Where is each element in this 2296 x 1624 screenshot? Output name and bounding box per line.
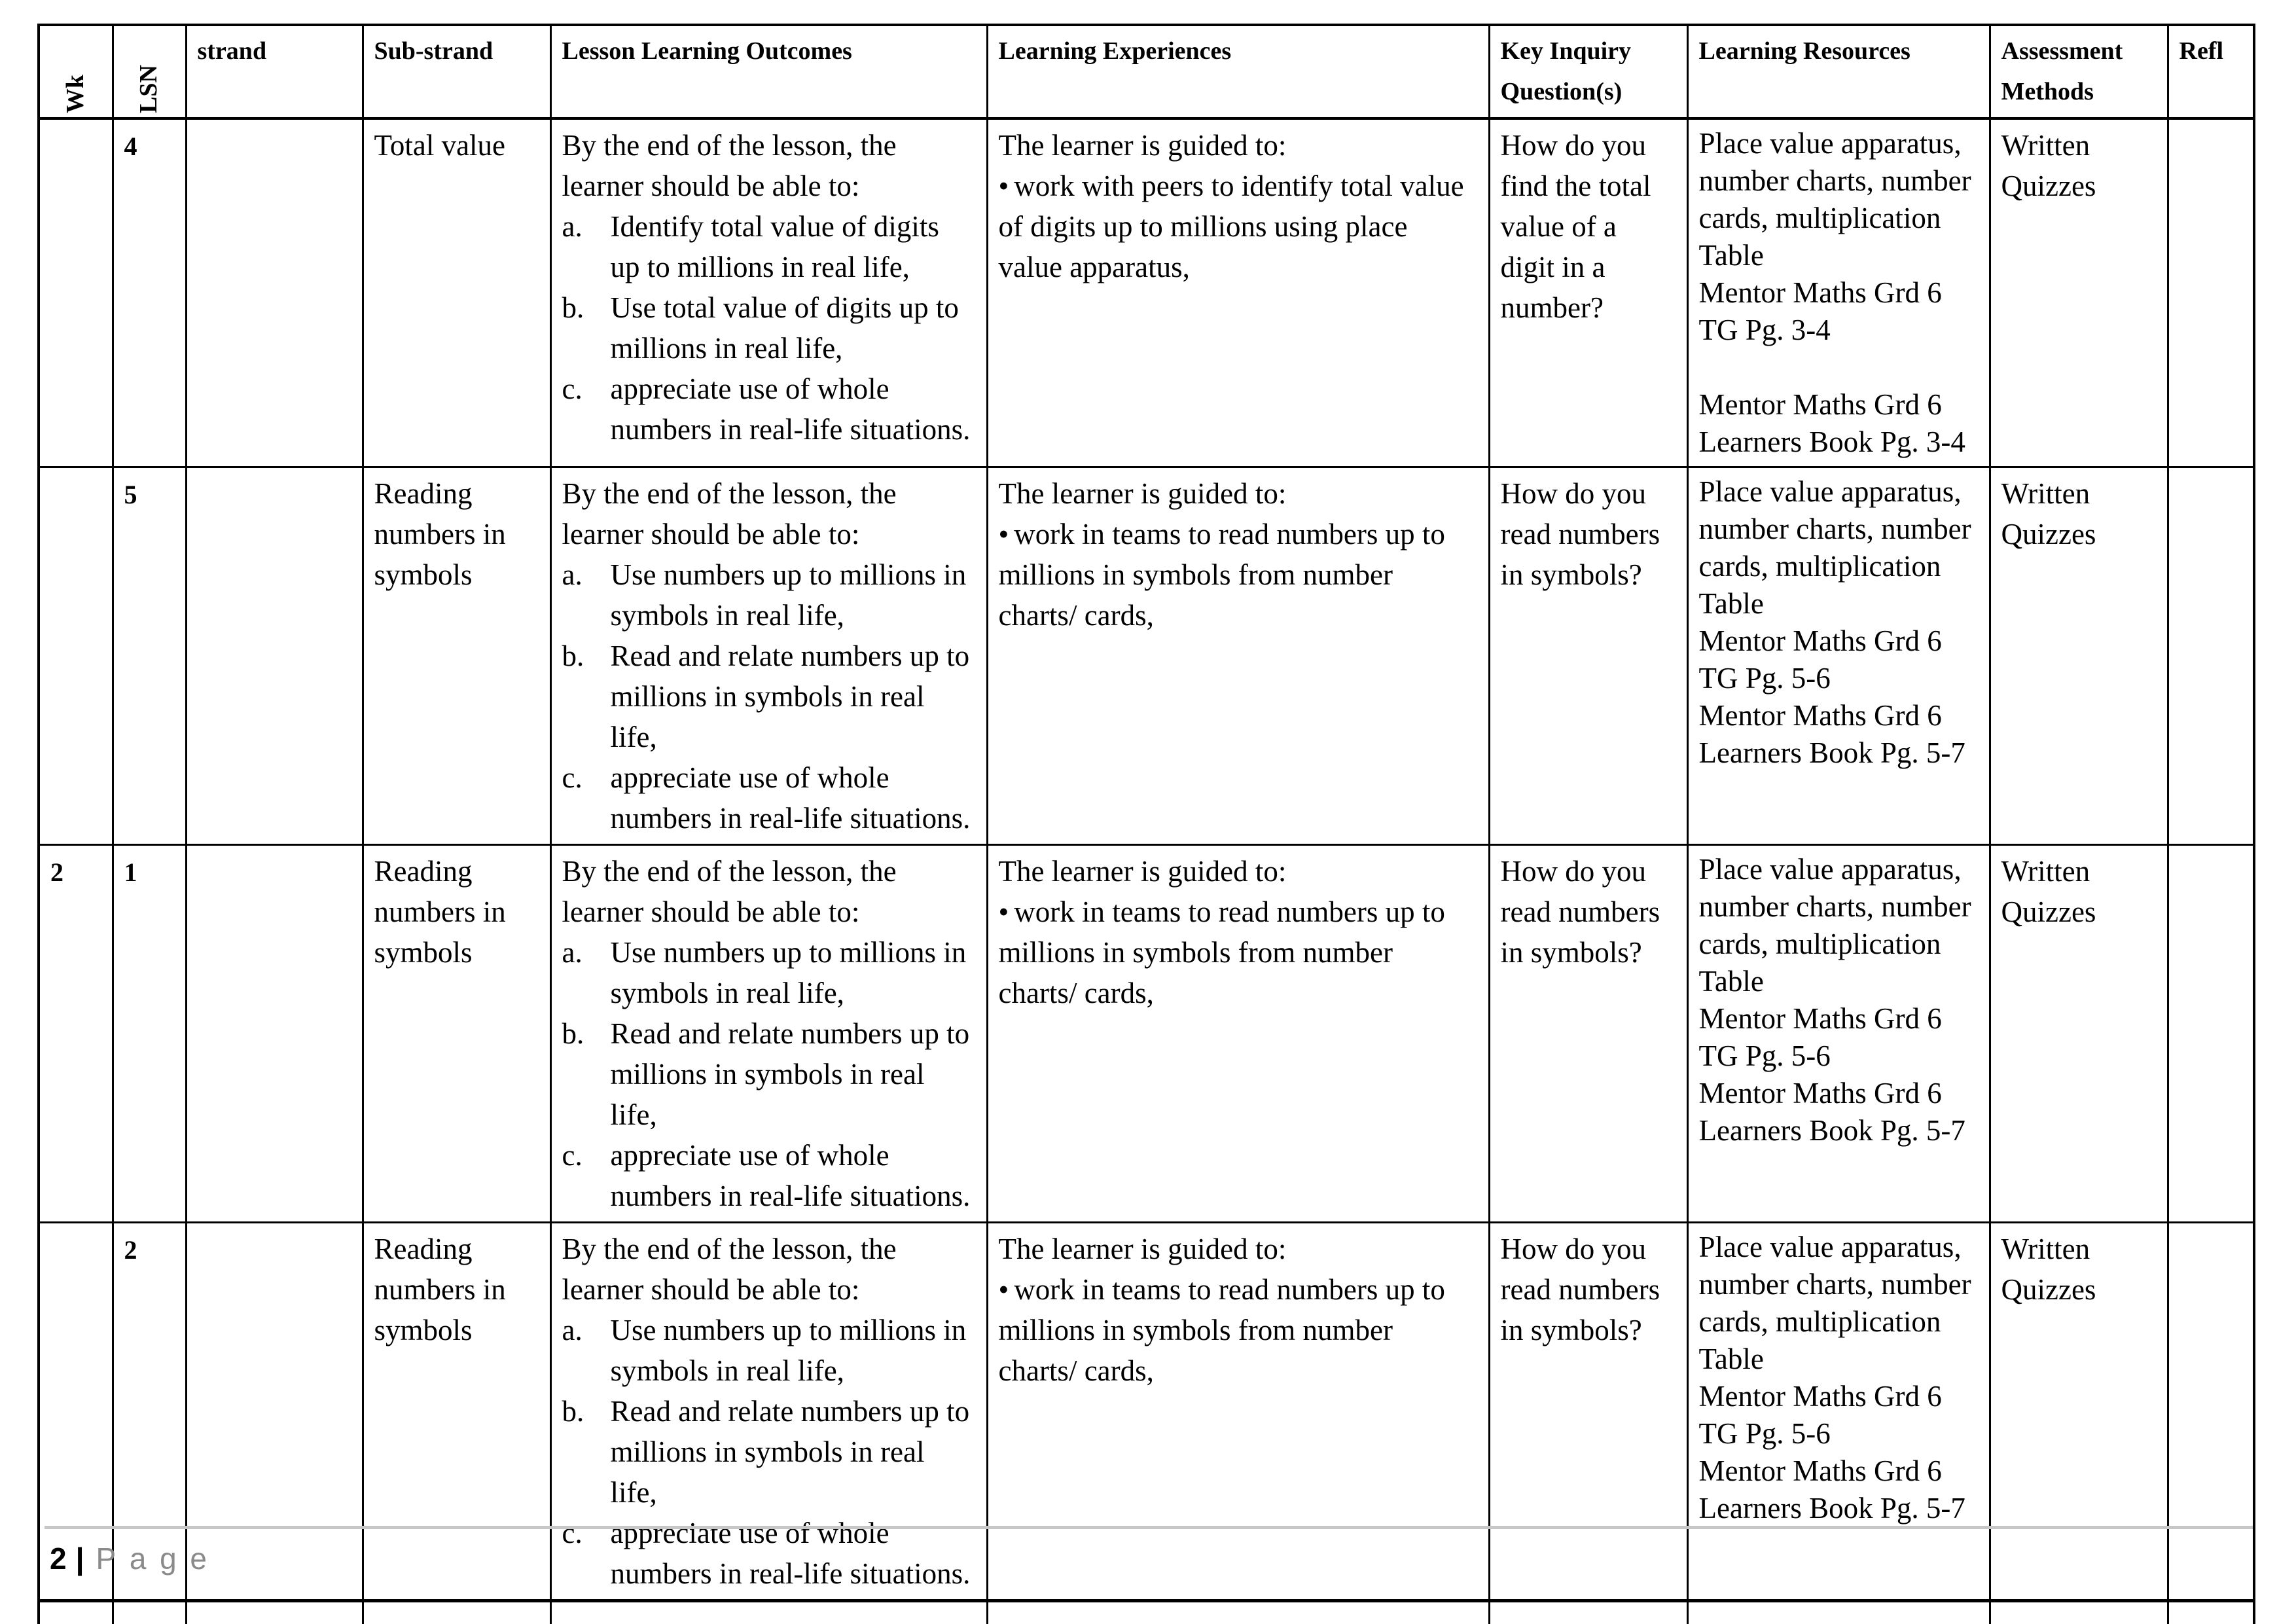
outcome-marker: c. xyxy=(562,1139,583,1172)
lsn-value: 1 xyxy=(124,857,137,888)
cell-assessment xyxy=(1990,118,2168,467)
col-header-assessment-label: Assessment Methods xyxy=(2001,37,2123,105)
cell-refl xyxy=(2168,1601,2254,1624)
assessment-text: Written Quizzes xyxy=(2001,855,2096,929)
resource-paragraph: Mentor Maths Grd 6 TG Pg. 5-6 xyxy=(1698,1380,1942,1451)
cell-assessment xyxy=(1990,845,2168,1223)
cell-strand xyxy=(186,118,363,467)
outcomes-intro: By the end of the lesson, the learner should be able to: xyxy=(562,129,897,203)
col-header-refl-label: Refl xyxy=(2179,37,2224,65)
experience-text: work in teams to read numbers up to millions in symbols from number charts/ cards, xyxy=(998,518,1445,632)
experiences-intro: The learner is guided to: xyxy=(998,1233,1287,1266)
lsn-vertical-label-wrap xyxy=(114,65,185,113)
outcome-marker: c. xyxy=(562,372,583,406)
wk-value: 2 xyxy=(50,857,63,888)
cell-sub-strand xyxy=(363,845,550,1223)
outcome-text: Use total value of digits up to millions in real life, xyxy=(610,291,959,365)
col-header-wk xyxy=(39,25,113,118)
resource-paragraph: Mentor Maths Grd 6 TG Pg. 3-4 xyxy=(1698,276,1942,347)
outcomes-intro: By the end of the lesson, the learner should be able to: xyxy=(562,1233,897,1307)
table-row xyxy=(39,118,2254,467)
header-row xyxy=(39,25,2254,118)
col-header-wk-label: Wk xyxy=(61,74,89,114)
cell-sub-strand xyxy=(363,1601,550,1624)
col-header-resources-label: Learning Resources xyxy=(1698,37,1910,65)
outcome-item xyxy=(562,932,976,1013)
col-header-outcomes-label: Lesson Learning Outcomes xyxy=(562,37,852,65)
cell-inquiry xyxy=(1489,467,1687,845)
experience-text: work in teams to read numbers up to millions in symbols from number charts/ cards, xyxy=(998,1273,1445,1388)
cell-outcomes xyxy=(550,845,987,1223)
experience-bullet xyxy=(999,514,1478,636)
col-header-resources xyxy=(1687,25,1990,118)
resource-paragraph xyxy=(1699,349,1979,386)
footer-rule xyxy=(45,1526,2253,1529)
cell-experiences xyxy=(987,467,1489,845)
outcome-marker: b. xyxy=(562,1395,584,1428)
experience-text: work with peers to identify total value of digits up to millions using place value apparatus, xyxy=(998,170,1464,284)
cell-sub-strand xyxy=(363,1223,550,1601)
table-row xyxy=(39,845,2254,1223)
experience-bullet xyxy=(999,166,1478,287)
col-header-assessment xyxy=(1990,25,2168,118)
outcome-text: Read and relate numbers up to millions in symbols in real life, xyxy=(610,640,970,754)
resource-paragraph: Place value apparatus, number charts, number cards, multiplication Table xyxy=(1698,853,1971,998)
outcome-text: Use numbers up to millions in symbols in real life, xyxy=(610,936,967,1010)
col-header-sub-strand-label: Sub-strand xyxy=(374,37,493,65)
cell-experiences xyxy=(987,1601,1489,1624)
cell-refl xyxy=(2168,118,2254,467)
col-header-lsn-label: LSN xyxy=(135,65,163,114)
cell-refl xyxy=(2168,1223,2254,1601)
outcome-item xyxy=(562,1513,976,1594)
resource-paragraph: Mentor Maths Grd 6 Learners Book Pg. 5-7 xyxy=(1698,1454,1965,1525)
outcome-item xyxy=(562,287,976,369)
col-header-inquiry xyxy=(1489,25,1687,118)
experience-bullet xyxy=(999,892,1478,1013)
outcome-marker: a. xyxy=(562,558,583,592)
resource-paragraph: Place value apparatus, number charts, number cards, multiplication Table xyxy=(1698,475,1971,621)
cell-strand xyxy=(186,467,363,845)
outcome-text: Use numbers up to millions in symbols in real life, xyxy=(610,558,967,632)
lsn-value: 4 xyxy=(124,132,137,162)
inquiry-text: How do you read numbers in symbols? xyxy=(1500,1233,1660,1347)
resource-paragraph: Mentor Maths Grd 6 TG Pg. 5-6 xyxy=(1698,624,1942,695)
cell-lsn xyxy=(113,467,186,845)
outcome-text: appreciate use of whole numbers in real-life situations. xyxy=(610,761,971,835)
cell-outcomes xyxy=(550,1601,987,1624)
cell-refl xyxy=(2168,845,2254,1223)
inquiry-text: How do you read numbers in symbols? xyxy=(1500,477,1660,592)
outcome-text: Read and relate numbers up to millions in symbols in real life, xyxy=(610,1395,970,1509)
outcome-marker: a. xyxy=(562,1314,583,1347)
resource-paragraph: Mentor Maths Grd 6 Learners Book Pg. 5-7 xyxy=(1698,1077,1965,1147)
cell-inquiry xyxy=(1489,1223,1687,1601)
cell-outcomes xyxy=(550,467,987,845)
resource-paragraph: Place value apparatus, number charts, number cards, multiplication Table xyxy=(1698,1231,1971,1376)
cell-outcomes xyxy=(550,1223,987,1601)
outcome-item xyxy=(562,206,976,287)
sub-strand-value: Total value xyxy=(374,129,506,162)
cell-resources xyxy=(1687,1601,1990,1624)
outcome-item xyxy=(562,757,976,839)
col-header-strand xyxy=(186,25,363,118)
cell-sub-strand xyxy=(363,118,550,467)
cell-strand xyxy=(186,1601,363,1624)
page-footer xyxy=(50,1538,221,1579)
cell-inquiry xyxy=(1489,118,1687,467)
cell-inquiry xyxy=(1489,1601,1687,1624)
assessment-text: Written Quizzes xyxy=(2001,477,2096,551)
table-row xyxy=(39,1601,2254,1624)
sub-strand-value: Reading numbers in symbols xyxy=(374,1233,506,1347)
cell-lsn xyxy=(113,118,186,467)
cell-resources xyxy=(1687,1223,1990,1601)
cell-wk xyxy=(39,845,113,1223)
cell-lsn xyxy=(113,1601,186,1624)
cell-refl xyxy=(2168,467,2254,845)
sub-strand-value: Reading numbers in symbols xyxy=(374,477,506,592)
experiences-intro: The learner is guided to: xyxy=(998,855,1287,888)
lsn-value: 5 xyxy=(124,480,137,510)
outcome-item xyxy=(562,1310,976,1391)
resource-paragraph: Mentor Maths Grd 6 TG Pg. 5-6 xyxy=(1698,1002,1942,1073)
outcome-item xyxy=(562,1391,976,1513)
cell-resources xyxy=(1687,467,1990,845)
outcome-text: Read and relate numbers up to millions in symbols in real life, xyxy=(610,1017,970,1132)
cell-lsn xyxy=(113,845,186,1223)
col-header-outcomes xyxy=(550,25,987,118)
bullet-icon: • xyxy=(998,1273,1009,1307)
outcome-text: appreciate use of whole numbers in real-life situations. xyxy=(610,372,971,446)
cell-wk xyxy=(39,1601,113,1624)
outcome-text: Use numbers up to millions in symbols in real life, xyxy=(610,1314,967,1388)
scheme-of-work-table xyxy=(37,24,2255,1624)
outcome-item xyxy=(562,1013,976,1135)
outcome-text: appreciate use of whole numbers in real-life situations. xyxy=(610,1517,971,1591)
outcome-item xyxy=(562,554,976,636)
outcome-item xyxy=(562,1135,976,1216)
outcome-marker: b. xyxy=(562,640,584,673)
inquiry-text: How do you find the total value of a digit in a number? xyxy=(1500,129,1651,325)
col-header-sub-strand xyxy=(363,25,550,118)
sub-strand-value: Reading numbers in symbols xyxy=(374,855,506,969)
assessment-text: Written Quizzes xyxy=(2001,1233,2096,1307)
cell-strand xyxy=(186,845,363,1223)
page-number: 2 xyxy=(50,1542,67,1576)
experiences-intro: The learner is guided to: xyxy=(998,129,1287,162)
bullet-icon: • xyxy=(998,170,1009,203)
cell-resources xyxy=(1687,118,1990,467)
lesson-table-body xyxy=(39,118,2254,1624)
col-header-inquiry-label: Key Inquiry Question(s) xyxy=(1500,37,1632,105)
cell-experiences xyxy=(987,118,1489,467)
footer-separator: | xyxy=(75,1542,84,1576)
cell-wk xyxy=(39,467,113,845)
col-header-experiences-label: Learning Experiences xyxy=(998,37,1232,65)
cell-resources xyxy=(1687,845,1990,1223)
resource-paragraph: Mentor Maths Grd 6 Learners Book Pg. 3-4 xyxy=(1698,388,1965,459)
outcome-marker: c. xyxy=(562,1517,583,1550)
cell-experiences xyxy=(987,1223,1489,1601)
experiences-intro: The learner is guided to: xyxy=(998,477,1287,511)
table-row xyxy=(39,1223,2254,1601)
cell-assessment xyxy=(1990,1601,2168,1624)
outcome-item xyxy=(562,369,976,450)
col-header-strand-label: strand xyxy=(197,37,267,65)
outcome-item xyxy=(562,636,976,757)
bullet-icon: • xyxy=(998,518,1009,551)
resource-paragraph: Mentor Maths Grd 6 Learners Book Pg. 5-7 xyxy=(1698,699,1965,770)
outcomes-intro: By the end of the lesson, the learner should be able to: xyxy=(562,477,897,551)
outcome-marker: a. xyxy=(562,210,583,244)
cell-outcomes xyxy=(550,118,987,467)
outcomes-intro: By the end of the lesson, the learner should be able to: xyxy=(562,855,897,929)
cell-assessment xyxy=(1990,467,2168,845)
experience-text: work in teams to read numbers up to millions in symbols from number charts/ cards, xyxy=(998,895,1445,1010)
col-header-experiences xyxy=(987,25,1489,118)
inquiry-text: How do you read numbers in symbols? xyxy=(1500,855,1660,969)
col-header-refl xyxy=(2168,25,2254,118)
cell-sub-strand xyxy=(363,467,550,845)
cell-wk xyxy=(39,118,113,467)
assessment-text: Written Quizzes xyxy=(2001,129,2096,203)
resource-paragraph: Place value apparatus, number charts, number cards, multiplication Table xyxy=(1698,127,1971,272)
cell-experiences xyxy=(987,845,1489,1223)
outcome-marker: b. xyxy=(562,1017,584,1051)
table-row xyxy=(39,467,2254,845)
wk-vertical-label-wrap xyxy=(40,75,112,113)
outcome-text: Identify total value of digits up to millions in real life, xyxy=(610,210,939,284)
footer-page-label: Page xyxy=(96,1542,221,1576)
cell-inquiry xyxy=(1489,845,1687,1223)
bullet-icon: • xyxy=(998,895,1009,929)
cell-assessment xyxy=(1990,1223,2168,1601)
outcome-marker: b. xyxy=(562,291,584,325)
outcome-marker: a. xyxy=(562,936,583,969)
experience-bullet xyxy=(999,1269,1478,1391)
outcome-text: appreciate use of whole numbers in real-life situations. xyxy=(610,1139,971,1213)
col-header-lsn xyxy=(113,25,186,118)
outcome-marker: c. xyxy=(562,761,583,795)
lsn-value: 2 xyxy=(124,1235,137,1265)
